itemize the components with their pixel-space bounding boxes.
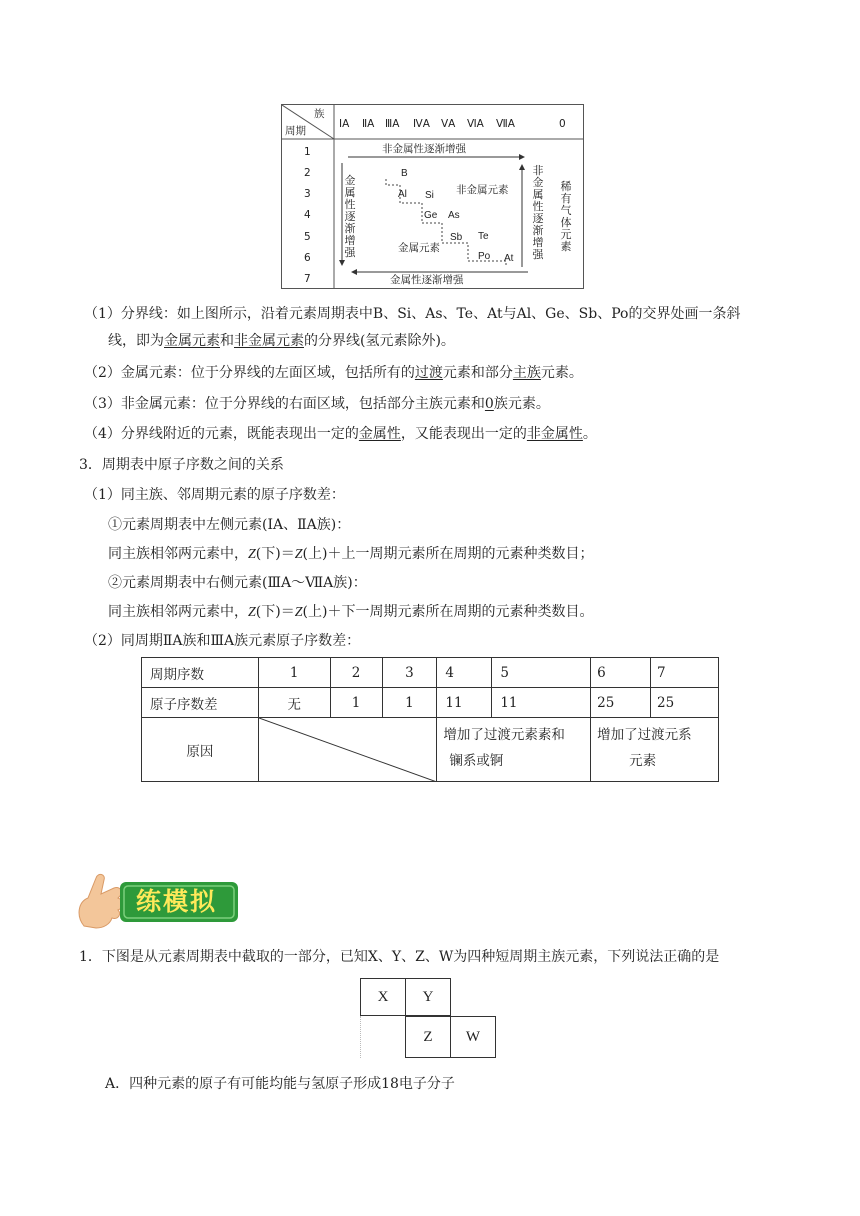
period-label: 7 bbox=[304, 273, 311, 285]
underlined-term: 主族 bbox=[512, 365, 541, 381]
text-run: 和 bbox=[220, 333, 234, 349]
text-run: (下)＝ bbox=[255, 546, 295, 562]
table-cell: 3 bbox=[382, 658, 437, 688]
table-cell: 25 bbox=[651, 688, 719, 718]
group-label: 0 bbox=[559, 118, 566, 130]
element-symbol: As bbox=[448, 210, 460, 221]
period-label: 6 bbox=[304, 252, 311, 264]
top-arrow-label: 非金属性逐渐增强 bbox=[382, 143, 466, 155]
table-cell: 1 bbox=[258, 658, 330, 688]
subsection-1: （1）同主族、邻周期元素的原子序数差： bbox=[84, 487, 345, 503]
text-run: (上)＋下一周期元素所在周期的元素种类数目。 bbox=[302, 604, 594, 620]
element-position-grid bbox=[360, 978, 500, 1064]
underlined-term: 非金属性 bbox=[526, 426, 583, 442]
group-label: ⅡA bbox=[362, 118, 375, 130]
practice-banner bbox=[74, 868, 242, 934]
cell-line: 镧系或锕 bbox=[449, 753, 504, 769]
element-symbol: B bbox=[401, 168, 408, 179]
period-label: 1 bbox=[304, 146, 311, 158]
element-symbol: Po bbox=[478, 251, 491, 262]
nonmetal-region-label: 非金属元素 bbox=[456, 184, 509, 196]
group-label: ⅢA bbox=[385, 118, 400, 130]
left-vertical-label: 金属性逐渐增强 bbox=[344, 174, 356, 259]
table-cell bbox=[591, 718, 719, 782]
noble-gas-label: 稀有气体元素 bbox=[560, 180, 572, 253]
variable-z: Z bbox=[248, 547, 256, 562]
table-cell: 4 bbox=[437, 658, 492, 688]
atomic-number-difference-table bbox=[141, 657, 719, 782]
element-symbol: At bbox=[504, 253, 514, 264]
text-run: （3）非金属元素：位于分界线的右面区域，包括部分主族元素和 bbox=[84, 396, 485, 412]
right-vertical-label: 非金属性逐渐增强 bbox=[532, 164, 544, 261]
diagonal-line bbox=[259, 718, 437, 782]
table-cell: 7 bbox=[651, 658, 719, 688]
table-cell: 原因 bbox=[142, 718, 259, 782]
table-cell: 1 bbox=[382, 688, 437, 718]
rule-left-side bbox=[108, 544, 593, 565]
underlined-term: 金属元素 bbox=[164, 333, 220, 349]
rule-right-side bbox=[108, 602, 593, 623]
banner-text: 练模拟 bbox=[136, 887, 218, 916]
group-label: ⅤA bbox=[441, 118, 456, 130]
group-label: ⅠA bbox=[339, 118, 350, 130]
period-label: 4 bbox=[304, 209, 311, 221]
text-run: (上)＋上一周期元素所在周期的元素种类数目； bbox=[302, 546, 594, 562]
text-run: 元素和部分 bbox=[442, 365, 513, 381]
period-label: 2 bbox=[304, 167, 311, 179]
paragraph-nonmetal bbox=[84, 394, 550, 414]
table-cell bbox=[437, 718, 591, 782]
period-label: 5 bbox=[304, 231, 311, 243]
group-label: ⅦA bbox=[496, 118, 515, 130]
paragraph-metal bbox=[84, 363, 583, 383]
question-1: 1．下图是从元素周期表中截取的一部分，已知X、Y、Z、W为四种短周期主族元素，下列说法正确的是 bbox=[79, 949, 720, 965]
grid-cell-w: W bbox=[450, 1016, 496, 1058]
subsection-2: （2）同周期ⅡA族和ⅢA族元素原子序数差： bbox=[84, 633, 361, 649]
header-zu: 族 bbox=[314, 108, 325, 120]
cell-line: 元素 bbox=[629, 753, 657, 769]
text-run: 元素。 bbox=[540, 365, 583, 381]
underlined-term: 金属性 bbox=[358, 426, 401, 442]
paragraph-boundary-elements bbox=[84, 424, 597, 444]
table-cell: 2 bbox=[330, 658, 382, 688]
paragraph-boundary-line1: （1）分界线：如上图所示，沿着元素周期表中B、Si、As、Te、At与Al、Ge、Sb、Po的交界处画一条斜 bbox=[84, 306, 741, 322]
table-cell: 11 bbox=[437, 688, 492, 718]
element-symbol: Sb bbox=[450, 232, 463, 243]
underlined-term: 非金属元素 bbox=[234, 333, 304, 349]
header-zhouqi: 周期 bbox=[285, 125, 306, 137]
element-symbol: Si bbox=[425, 190, 434, 201]
table-row bbox=[142, 718, 719, 782]
table-cell: 6 bbox=[591, 658, 651, 688]
underlined-term: 过渡 bbox=[414, 365, 443, 381]
text-run: ，又能表现出一定的 bbox=[400, 426, 527, 442]
text-run: 的分界线(氢元素除外)。 bbox=[304, 333, 455, 349]
variable-z: Z bbox=[294, 605, 303, 620]
text-run: （2）金属元素：位于分界线的左面区域，包括所有的 bbox=[84, 365, 415, 381]
variable-z: Z bbox=[294, 547, 303, 562]
empty-diagonal-cell bbox=[258, 718, 437, 782]
grid-cell-x: X bbox=[360, 978, 406, 1016]
grid-cell-y: Y bbox=[405, 978, 451, 1016]
group-label: ⅥA bbox=[467, 118, 484, 130]
left-side-elements: ①元素周期表中左侧元素(ⅠA、ⅡA族)： bbox=[108, 517, 351, 533]
table-row bbox=[142, 658, 719, 688]
table-cell: 1 bbox=[330, 688, 382, 718]
paragraph-boundary-line2 bbox=[108, 331, 455, 351]
right-side-elements: ②元素周期表中右侧元素(ⅢA～ⅦA族)： bbox=[108, 575, 367, 591]
option-a: A．四种元素的原子有可能均能与氢原子形成18电子分子 bbox=[105, 1076, 455, 1092]
text-run: 同主族相邻两元素中， bbox=[108, 546, 248, 562]
element-symbol: Al bbox=[398, 189, 407, 200]
text-run: (下)＝ bbox=[255, 604, 295, 620]
element-symbol: Ge bbox=[424, 210, 438, 221]
text-run: 族元素。 bbox=[493, 396, 550, 412]
bottom-arrow-label: 金属性逐渐增强 bbox=[390, 274, 464, 286]
section-heading-3: 3．周期表中原子序数之间的关系 bbox=[79, 457, 284, 473]
text-run: 同主族相邻两元素中， bbox=[108, 604, 248, 620]
periodic-trend-figure bbox=[281, 104, 584, 289]
group-label: ⅣA bbox=[413, 118, 430, 130]
table-cell: 原子序数差 bbox=[142, 688, 259, 718]
element-symbol: Te bbox=[478, 231, 489, 242]
text-run: （4）分界线附近的元素，既能表现出一定的 bbox=[84, 426, 359, 442]
table-cell: 11 bbox=[492, 688, 591, 718]
table-cell: 无 bbox=[258, 688, 330, 718]
metal-region-label: 金属元素 bbox=[398, 242, 440, 254]
table-row bbox=[142, 688, 719, 718]
grid-cell-z: Z bbox=[405, 1016, 451, 1058]
cell-line: 增加了过渡元素素和 bbox=[443, 727, 565, 743]
table-cell: 周期序数 bbox=[142, 658, 259, 688]
table-cell: 25 bbox=[591, 688, 651, 718]
cell-line: 增加了过渡元系 bbox=[597, 727, 692, 743]
text-run: 线，即为 bbox=[108, 333, 164, 349]
table-cell: 5 bbox=[492, 658, 591, 688]
period-label: 3 bbox=[304, 188, 311, 200]
underlined-term: 0 bbox=[484, 396, 494, 412]
grid-blank-area bbox=[360, 1016, 406, 1058]
text-run: 。 bbox=[582, 426, 597, 442]
variable-z: Z bbox=[248, 605, 256, 620]
